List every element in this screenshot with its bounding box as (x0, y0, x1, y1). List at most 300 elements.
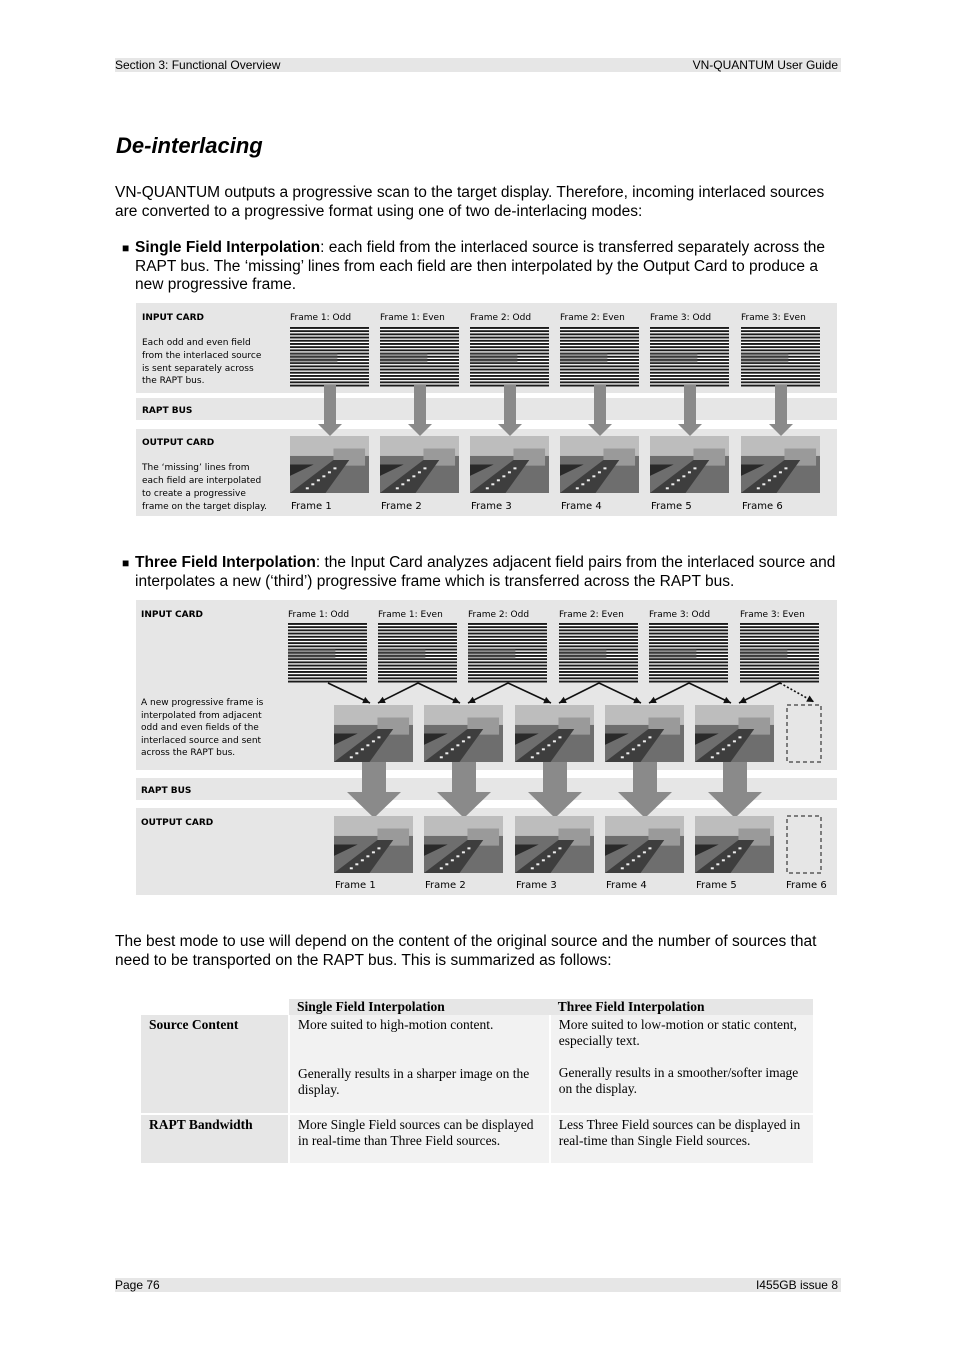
single-field-paragraph (135, 239, 840, 295)
photo-car (621, 756, 624, 758)
photo-car (733, 851, 736, 853)
field-scanline (290, 365, 369, 367)
field-scanline (470, 337, 549, 339)
field-scanline (560, 381, 639, 383)
input-desc-line: interpolated from adjacent (141, 711, 262, 721)
field-shade (740, 649, 787, 659)
output-desc-line: each field are interpolated (142, 476, 262, 486)
field-scanline (290, 343, 369, 345)
frame-label: Frame 2 (381, 501, 422, 512)
cell-three-bandwidth: Less Three Field sources can be displayed in real-time than Single Field sources. (550, 1114, 813, 1163)
field-label: Frame 3: Even (740, 610, 805, 620)
field-scanline (649, 668, 728, 670)
field-scanline (380, 327, 459, 329)
arrow-shaft (775, 385, 787, 424)
field-scanline (288, 636, 367, 638)
photo-car (784, 467, 787, 469)
photo-car (637, 855, 640, 857)
photo-car (531, 867, 534, 869)
field-scanline (380, 343, 459, 345)
field-scanline (649, 636, 728, 638)
photo-car (355, 752, 358, 754)
interlaced-field-image (288, 623, 367, 683)
field-scanline (468, 633, 547, 635)
field-scanline (468, 661, 547, 663)
field-scanline (378, 645, 457, 647)
field-scanline (560, 378, 639, 380)
progressive-frame-image (695, 705, 774, 762)
table-corner (141, 999, 289, 1015)
interlaced-field-image (741, 327, 820, 387)
photo-car (558, 847, 561, 849)
field-label: Frame 3: Odd (649, 610, 711, 620)
photo-car (462, 851, 465, 853)
photo-car (711, 867, 714, 869)
photo-car (350, 867, 353, 869)
rapt-bus-label: RAPT BUS (141, 786, 192, 796)
single-field-text: : each field from the interlaced source is transferred separately across the RAPT bus. The ‘missing’ lines from each field are then interpolated by the Output Card to produce a new progressive frame. (135, 239, 826, 293)
photo-car (716, 863, 719, 865)
field-label: Frame 3: Even (741, 313, 806, 323)
interlaced-field-image (559, 623, 638, 683)
photo-car (486, 487, 489, 489)
photo-car (542, 859, 545, 861)
frame-label: Frame 6 (786, 880, 827, 891)
photo-car (536, 752, 539, 754)
field-scanline (380, 333, 459, 335)
arrow-shaft (723, 762, 747, 792)
field-scanline (468, 639, 547, 641)
field-scanline (560, 340, 639, 342)
output-card-label: OUTPUT CARD (142, 438, 215, 448)
field-shade (650, 353, 697, 363)
field-scanline (649, 645, 728, 647)
photo-car (643, 851, 646, 853)
field-scanline (740, 629, 819, 631)
field-scanline (290, 372, 369, 374)
arrow-shaft (684, 385, 696, 424)
photo-car (553, 740, 556, 742)
rapt-bus-band (136, 398, 837, 420)
field-scanline (740, 661, 819, 663)
field-scanline (378, 681, 457, 683)
input-desc-line: odd and even fields of the (141, 723, 259, 733)
field-scanline (740, 671, 819, 673)
cell-text: More suited to high-motion content. (298, 1017, 494, 1032)
photo-car (451, 748, 454, 750)
field-scanline (470, 346, 549, 348)
table-header-row (141, 999, 813, 1015)
photo-car (722, 748, 725, 750)
row-label-rapt-bandwidth: RAPT Bandwidth (141, 1114, 289, 1163)
header-section: Section 3: Functional Overview (115, 58, 281, 72)
photo-car (407, 479, 410, 481)
field-scanline (470, 340, 549, 342)
photo-car (711, 756, 714, 758)
arrow-shaft (633, 762, 657, 792)
field-scanline (650, 349, 729, 351)
field-scanline (378, 636, 457, 638)
input-desc-line: from the interlaced source (142, 351, 262, 361)
photo-car (768, 479, 771, 481)
output-card-label: OUTPUT CARD (141, 818, 214, 828)
field-scanline (560, 337, 639, 339)
single-field-diagram (136, 303, 837, 516)
field-scanline (380, 381, 459, 383)
field-scanline (470, 369, 549, 371)
field-scanline (649, 661, 728, 663)
photo-car (322, 475, 325, 477)
photo-car (418, 471, 421, 473)
field-scanline (650, 369, 729, 371)
photo-car (682, 475, 685, 477)
three-field-diagram (136, 600, 837, 895)
field-scanline (559, 642, 638, 644)
interlaced-field-image (470, 327, 549, 387)
field-scanline (468, 677, 547, 679)
photo-car (361, 859, 364, 861)
field-scanline (468, 636, 547, 638)
field-scanline (470, 372, 549, 374)
input-desc-line: is sent separately across (142, 364, 254, 374)
field-label: Frame 2: Even (559, 610, 624, 620)
field-scanline (560, 369, 639, 371)
field-shade (559, 649, 606, 659)
field-scanline (559, 645, 638, 647)
header-guide: VN-QUANTUM User Guide (692, 58, 838, 72)
field-scanline (288, 639, 367, 641)
field-scanline (288, 681, 367, 683)
bullet-icon: ■ (122, 556, 130, 570)
field-scanline (470, 327, 549, 329)
field-scanline (741, 343, 820, 345)
field-scanline (380, 375, 459, 377)
progressive-frame-image (334, 816, 413, 873)
field-scanline (290, 330, 369, 332)
field-scanline (559, 629, 638, 631)
progressive-frame-image (470, 436, 549, 493)
field-scanline (559, 636, 638, 638)
photo-car (547, 744, 550, 746)
field-scanline (741, 372, 820, 374)
field-scanline (649, 677, 728, 679)
field-scanline (380, 340, 459, 342)
page-title: De-interlacing (116, 133, 263, 158)
field-scanline (559, 623, 638, 625)
interlaced-field-image (560, 327, 639, 387)
field-scanline (378, 665, 457, 667)
field-scanline (649, 681, 728, 683)
field-label: Frame 1: Even (380, 313, 445, 323)
photo-car (738, 736, 741, 738)
field-scanline (290, 346, 369, 348)
progressive-frame-image (290, 436, 369, 493)
field-scanline (559, 677, 638, 679)
field-scanline (741, 381, 820, 383)
field-scanline (468, 671, 547, 673)
interlaced-field-image (380, 327, 459, 387)
photo-car (451, 859, 454, 861)
frame-label: Frame 3 (471, 501, 512, 512)
field-shade (288, 649, 335, 659)
table-header-three: Three Field Interpolation (550, 999, 813, 1015)
field-scanline (560, 375, 639, 377)
field-scanline (740, 626, 819, 628)
field-scanline (649, 633, 728, 635)
photo-car (727, 855, 730, 857)
field-shade (290, 353, 337, 363)
field-scanline (560, 365, 639, 367)
photo-car (456, 744, 459, 746)
field-label: Frame 1: Odd (288, 610, 350, 620)
field-scanline (290, 327, 369, 329)
input-desc-line: across the RAPT bus. (141, 748, 236, 758)
field-scanline (559, 633, 638, 635)
field-scanline (290, 337, 369, 339)
cell-single-source (289, 1015, 550, 1114)
interlaced-field-image (468, 623, 547, 683)
field-scanline (288, 642, 367, 644)
field-scanline (378, 623, 457, 625)
photo-car (423, 467, 426, 469)
field-scanline (378, 677, 457, 679)
photo-car (587, 479, 590, 481)
photo-car (491, 483, 494, 485)
photo-car (773, 475, 776, 477)
field-scanline (468, 626, 547, 628)
photo-car (542, 748, 545, 750)
arrow-shaft (414, 385, 426, 424)
field-scanline (288, 661, 367, 663)
interlaced-field-image (290, 327, 369, 387)
intro-paragraph: VN-QUANTUM outputs a progressive scan to the target display. Therefore, incoming interlaced sources are converted to a progressive format using one of two de-interlacing modes: (115, 184, 825, 220)
page-footer (115, 1278, 841, 1292)
field-scanline (378, 633, 457, 635)
frame-label: Frame 5 (651, 501, 692, 512)
output-desc-line: frame on the target display. (142, 502, 268, 512)
interlaced-field-image (649, 623, 728, 683)
field-scanline (560, 333, 639, 335)
field-scanline (380, 346, 459, 348)
field-scanline (650, 365, 729, 367)
photo-car (372, 740, 375, 742)
photo-car (311, 483, 314, 485)
field-label: Frame 2: Odd (470, 313, 532, 323)
frame-label: Frame 5 (696, 880, 737, 891)
three-field-paragraph (135, 554, 840, 591)
three-field-term: Three Field Interpolation (135, 554, 316, 571)
field-scanline (560, 343, 639, 345)
field-scanline (559, 674, 638, 676)
progressive-frame-image (650, 436, 729, 493)
field-scanline (650, 327, 729, 329)
progressive-frame-image (605, 705, 684, 762)
photo-car (727, 744, 730, 746)
field-shade (468, 649, 515, 659)
field-scanline (740, 636, 819, 638)
field-scanline (649, 626, 728, 628)
photo-car (553, 851, 556, 853)
photo-car (513, 467, 516, 469)
field-scanline (288, 674, 367, 676)
field-scanline (468, 642, 547, 644)
field-scanline (288, 665, 367, 667)
field-scanline (740, 645, 819, 647)
photo-car (306, 487, 309, 489)
photo-car (462, 740, 465, 742)
field-scanline (290, 369, 369, 371)
progressive-frame-image (424, 816, 503, 873)
field-scanline (378, 626, 457, 628)
progressive-frame-image (605, 816, 684, 873)
frame-label: Frame 1 (291, 501, 332, 512)
field-scanline (380, 378, 459, 380)
field-scanline (741, 349, 820, 351)
frame-label: Frame 6 (742, 501, 783, 512)
field-scanline (741, 330, 820, 332)
field-label: Frame 1: Odd (290, 313, 352, 323)
field-scanline (288, 623, 367, 625)
photo-car (738, 847, 741, 849)
field-scanline (741, 346, 820, 348)
table-row (141, 1114, 813, 1163)
photo-car (396, 487, 399, 489)
photo-car (467, 847, 470, 849)
field-scanline (468, 674, 547, 676)
photo-car (508, 471, 511, 473)
photo-car (592, 475, 595, 477)
field-scanline (468, 629, 547, 631)
input-desc-line: the RAPT bus. (142, 376, 205, 386)
photo-car (377, 847, 380, 849)
photo-car (648, 736, 651, 738)
field-scanline (649, 639, 728, 641)
progressive-frame-image (334, 705, 413, 762)
field-scanline (560, 349, 639, 351)
field-scanline (740, 677, 819, 679)
arrow-shaft (504, 385, 516, 424)
photo-car (621, 867, 624, 869)
progressive-frame-image (560, 436, 639, 493)
field-scanline (470, 333, 549, 335)
photo-car (547, 855, 550, 857)
photo-car (536, 863, 539, 865)
photo-car (626, 752, 629, 754)
field-shade (470, 353, 517, 363)
photo-car (558, 736, 561, 738)
photo-car (757, 487, 760, 489)
photo-car (366, 744, 369, 746)
input-card-label: INPUT CARD (141, 610, 204, 620)
field-scanline (378, 668, 457, 670)
field-scanline (650, 330, 729, 332)
field-label: Frame 1: Even (378, 610, 443, 620)
field-scanline (650, 340, 729, 342)
photo-car (603, 467, 606, 469)
photo-car (632, 859, 635, 861)
three-field-text: : the Input Card analyzes adjacent field pairs from the interlaced source and interpolates a new (‘third’) progressive frame which is transferred across the RAPT bus. (135, 554, 836, 590)
field-scanline (380, 337, 459, 339)
field-scanline (378, 661, 457, 663)
field-scanline (740, 642, 819, 644)
field-scanline (650, 333, 729, 335)
field-scanline (468, 645, 547, 647)
photo-car (467, 736, 470, 738)
field-scanline (468, 623, 547, 625)
field-scanline (288, 645, 367, 647)
field-scanline (740, 681, 819, 683)
field-scanline (740, 623, 819, 625)
photo-car (445, 863, 448, 865)
field-scanline (649, 642, 728, 644)
photo-car (531, 756, 534, 758)
field-label: Frame 2: Odd (468, 610, 530, 620)
arrow-shaft (594, 385, 606, 424)
field-scanline (380, 330, 459, 332)
progressive-frame-image (515, 816, 594, 873)
field-scanline (650, 337, 729, 339)
field-scanline (559, 639, 638, 641)
field-scanline (290, 340, 369, 342)
field-label: Frame 2: Even (560, 313, 625, 323)
progressive-frame-image (695, 816, 774, 873)
input-desc-line: interlaced source and sent (141, 736, 262, 746)
field-scanline (290, 349, 369, 351)
field-scanline (380, 372, 459, 374)
photo-car (412, 475, 415, 477)
field-scanline (560, 327, 639, 329)
photo-car (497, 479, 500, 481)
table-header-single: Single Field Interpolation (289, 999, 550, 1015)
field-scanline (378, 642, 457, 644)
field-scanline (649, 671, 728, 673)
field-scanline (559, 626, 638, 628)
field-scanline (741, 378, 820, 380)
photo-car (366, 855, 369, 857)
field-scanline (650, 381, 729, 383)
field-shade (649, 649, 696, 659)
frame-label: Frame 3 (516, 880, 557, 891)
photo-car (677, 479, 680, 481)
field-scanline (650, 372, 729, 374)
field-scanline (559, 668, 638, 670)
field-scanline (649, 665, 728, 667)
cell-text: More suited to low-motion or static content, especially text. (558, 1017, 797, 1048)
single-field-svg (136, 303, 837, 516)
field-scanline (650, 375, 729, 377)
field-shade (378, 649, 425, 659)
field-scanline (288, 671, 367, 673)
field-scanline (740, 668, 819, 670)
photo-car (626, 863, 629, 865)
field-scanline (470, 378, 549, 380)
photo-car (576, 487, 579, 489)
bullet-icon: ■ (122, 241, 130, 255)
field-scanline (290, 333, 369, 335)
photo-car (328, 471, 331, 473)
photo-car (688, 471, 691, 473)
field-scanline (378, 629, 457, 631)
field-scanline (288, 668, 367, 670)
field-scanline (741, 365, 820, 367)
interlaced-field-image (650, 327, 729, 387)
photo-car (372, 851, 375, 853)
field-scanline (559, 681, 638, 683)
photo-car (762, 483, 765, 485)
photo-car (733, 740, 736, 742)
progressive-frame-image (741, 436, 820, 493)
photo-car (643, 740, 646, 742)
